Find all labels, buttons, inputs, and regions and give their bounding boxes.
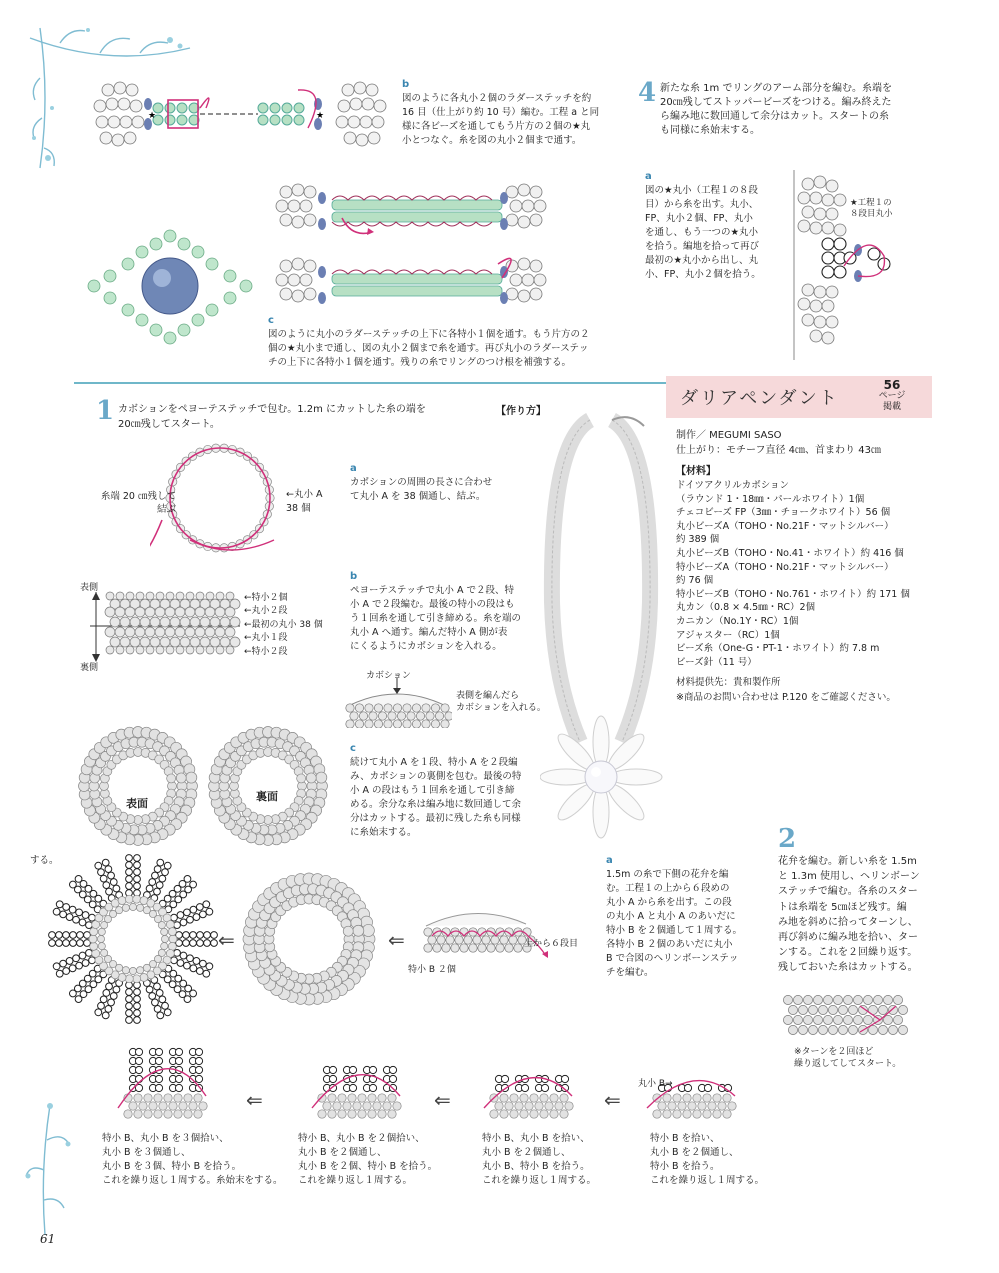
ref-page-l1: ページ bbox=[878, 391, 906, 401]
disc-front-label: 表面 bbox=[126, 797, 148, 810]
s1c-line: に糸始末する。 bbox=[350, 827, 417, 838]
petal-step-3-diagram bbox=[290, 1050, 430, 1126]
supplier: 材料提供先：貴和製作所 bbox=[676, 677, 781, 689]
title-banner bbox=[666, 376, 932, 418]
cap2-line: 特小 B、丸小 B を２個拾い、 bbox=[298, 1133, 425, 1144]
cap1-line: 特小 B、丸小 B を３個拾い、 bbox=[102, 1133, 229, 1144]
cap3-line: これを繰り返し１周する。 bbox=[482, 1175, 597, 1186]
tokb2-label: 特小 B ２個 bbox=[408, 965, 456, 975]
material-item: 丸カン（0.8 × 4.5㎜・RC）2個 bbox=[676, 602, 816, 614]
top-c-line: 個の★丸小まで通し、図の丸小２個まで糸を通す。再び丸小のラダーステッ bbox=[268, 343, 589, 354]
material-item: 丸小ビーズA（TOHO・No.21F・マットシルバー） bbox=[676, 520, 894, 532]
top-b-line: 様に各ビーズを通してもう片方の２個の★丸 bbox=[402, 121, 591, 132]
finish-size: 仕上がり：モチーフ直径 4㎝、首まわり 43㎝ bbox=[676, 445, 881, 456]
ref-page-badge bbox=[872, 380, 912, 413]
step1-line: 20㎝残してスタート。 bbox=[118, 419, 220, 430]
cap1-line: 丸小 B を３個通し、 bbox=[102, 1147, 191, 1158]
layer-label: ←特小２個 bbox=[244, 593, 288, 603]
top-c-label: c bbox=[268, 315, 274, 326]
top-b-line: 16 目（仕上がり約 10 号）編む。工程 a と同 bbox=[402, 107, 600, 118]
cab-hint-line: 表側を編んだら bbox=[456, 691, 520, 701]
cap3-line: 特小 B、丸小 B を拾い、 bbox=[482, 1133, 590, 1144]
cap2-line: 丸小 B を２個通し、 bbox=[298, 1147, 387, 1158]
step-4a bbox=[645, 170, 775, 282]
disc-back-label: 裏面 bbox=[256, 790, 278, 803]
flower-finished-diagram bbox=[48, 854, 218, 1024]
arm-note bbox=[850, 198, 893, 220]
material-item: カニカン（No.1Y・RC）1個 bbox=[676, 615, 799, 627]
turn-note bbox=[794, 1046, 901, 1070]
step4a-label: a bbox=[645, 171, 652, 182]
cap4-line: 特小 B を拾い、 bbox=[650, 1133, 720, 1144]
s1c-line: み、カボションの裏側を包む。最後の特 bbox=[350, 771, 522, 782]
s2a-line: B で合図のヘリンボーンステッ bbox=[606, 953, 739, 964]
page-title: ダリアペンダント bbox=[680, 388, 839, 409]
svg-text:★: ★ bbox=[316, 111, 325, 121]
materials-block bbox=[676, 428, 926, 705]
step-1-text bbox=[118, 402, 488, 432]
material-item: ビーズ針（11 号） bbox=[676, 656, 757, 668]
step4a-line: 目）から糸を出す。丸小、 bbox=[645, 199, 759, 210]
top-step-c bbox=[268, 314, 598, 370]
step4a-line: FP、丸小２個、FP、丸小 bbox=[645, 213, 753, 224]
layer-label: ←最初の丸小 38 個 bbox=[244, 619, 323, 630]
inquiry-note: ※商品のお問い合わせは P.120 をご確認ください。 bbox=[676, 692, 896, 704]
step2-line: 残しておいた糸はカットする。 bbox=[778, 962, 918, 974]
step2-line: トは糸端を 5㎝ほど残す。編 bbox=[778, 901, 907, 913]
up6-label: 上から６段目 bbox=[524, 939, 579, 949]
step2-line: と 1.3m 使用し、ヘリンボーン bbox=[778, 871, 920, 883]
step4a-line: 最初の★丸小から出し、丸 bbox=[645, 255, 759, 266]
cabochon-label: カボション bbox=[366, 671, 411, 681]
howto-heading: 【作り方】 bbox=[496, 406, 546, 417]
material-item: 丸小ビーズB（TOHO・No.41・ホワイト）約 416 個 bbox=[676, 547, 904, 559]
top-b-line: 図のように各丸小２個のラダーステッチを約 bbox=[402, 93, 592, 104]
s1c-line: 小 A の段はもう１回糸を通して引き締 bbox=[350, 785, 515, 796]
petal-step-2-diagram bbox=[472, 1060, 592, 1126]
cap4-line: 丸小 B を２個通し、 bbox=[650, 1147, 739, 1158]
ring-left-label bbox=[86, 490, 176, 516]
cap1-line: これを繰り返し１周する。糸始末をする。 bbox=[102, 1175, 283, 1186]
top-c-line: チの上下に各特小１個を通す。残りの糸でリングのつけ根を補強する。 bbox=[268, 357, 572, 368]
step-4-number: 4 bbox=[638, 78, 657, 108]
layer-labels bbox=[244, 592, 323, 659]
s1c-label: c bbox=[350, 743, 356, 754]
front-side-label: 表側 bbox=[80, 583, 99, 593]
cap2-line: 丸小 B を２個、特小 B を拾う。 bbox=[298, 1161, 438, 1172]
step-1b bbox=[350, 570, 540, 654]
ring-right-label bbox=[286, 488, 322, 516]
caption-petal-1 bbox=[650, 1132, 790, 1188]
s1a-label: a bbox=[350, 463, 357, 474]
s2a-line: の丸小 A と丸小 A のあいだに bbox=[606, 911, 736, 922]
step-2a bbox=[606, 854, 766, 980]
arrow-left-icon: ⇐ bbox=[604, 1088, 621, 1112]
svg-text:★: ★ bbox=[148, 111, 157, 121]
ladder-stitch-diagram-c bbox=[272, 178, 552, 318]
section-divider bbox=[74, 382, 666, 384]
s1b-line: 小 A で２段編む。最後の特小の段はも bbox=[350, 599, 515, 610]
arm-note-line: ★工程１の bbox=[850, 198, 892, 208]
green-motif-image bbox=[80, 222, 260, 352]
step4-line: 新たな糸 1m でリングのアーム部分を編む。糸端を bbox=[660, 83, 892, 94]
s1c-line: 分はカットする。最初に残した糸も同様 bbox=[350, 813, 521, 824]
continued-text: する。 bbox=[30, 855, 59, 866]
top-b-line: 小とつなぐ。糸を図の丸小２個まで通す。 bbox=[402, 135, 582, 146]
turn-note-line: 繰り返してしてスタート。 bbox=[794, 1059, 902, 1069]
flower-base-diagram bbox=[242, 872, 376, 1006]
maru-b-label: 丸小 B→ bbox=[638, 1079, 673, 1089]
cap1-line: 丸小 B を３個、特小 B を拾う。 bbox=[102, 1161, 242, 1172]
s1b-label: b bbox=[350, 571, 358, 582]
s2a-line: 特小 B を２個通して１周する。 bbox=[606, 925, 743, 936]
step2-line: 花弁を編む。新しい糸を 1.5m bbox=[778, 856, 917, 867]
layer-label: ←丸小１段 bbox=[244, 633, 288, 644]
ladder-stitch-diagram-b bbox=[88, 78, 398, 162]
cabochon-hint bbox=[456, 690, 546, 714]
caption-petal-2 bbox=[482, 1132, 632, 1188]
cap3-line: 丸小 B、特小 B を拾う。 bbox=[482, 1161, 590, 1172]
turn-diagram bbox=[780, 990, 920, 1046]
ring-right-line: 38 個 bbox=[286, 503, 311, 514]
step4-line: 20㎝残してストッパービーズをつける。編み終えた bbox=[660, 97, 892, 108]
material-item: ビーズ糸（One-G・PT-1・ホワイト）約 7.8 m bbox=[676, 643, 880, 655]
floral-corner-bottom bbox=[20, 1100, 80, 1240]
s1c-line: める。余分な糸は編み地に数回通して余 bbox=[350, 799, 522, 810]
cabochon-insert-diagram bbox=[342, 678, 452, 728]
step4-line: ら編み地に数回通して余分はカット。スタートの糸 bbox=[660, 111, 889, 122]
step2-line: み地を斜めに拾ってターンし、 bbox=[778, 916, 918, 928]
cap4-line: これを繰り返し１周する。 bbox=[650, 1175, 765, 1186]
s2a-line: む。工程１の上から６段めの bbox=[606, 883, 730, 894]
step-1-number: 1 bbox=[96, 396, 115, 426]
cap3-line: 丸小 B を２個通し、 bbox=[482, 1147, 571, 1158]
arrow-left-icon: ⇐ bbox=[434, 1088, 451, 1112]
s1b-line: う１回糸を通して引き締める。糸を端の bbox=[350, 613, 522, 624]
s1c-line: 続けて丸小 A を１段、特小 A を２段編 bbox=[350, 757, 518, 768]
material-item: アジャスター（RC）1個 bbox=[676, 629, 780, 641]
step2-line: 再び斜めに編み地を拾い、ター bbox=[778, 932, 918, 944]
s1a-line: て丸小 A を 38 個通し、結ぶ。 bbox=[350, 491, 486, 502]
arrow-left-icon: ⇐ bbox=[218, 928, 235, 952]
material-item: （ラウンド 1・18㎜・パールホワイト）1個 bbox=[676, 493, 865, 505]
step4a-line: 図の★丸小（工程１の８段 bbox=[645, 185, 759, 196]
cab-hint-line: カボションを入れる。 bbox=[456, 703, 546, 713]
s1b-line: にくるようにカボションを入れる。 bbox=[350, 641, 502, 652]
ref-page-l2: 掲載 bbox=[882, 402, 901, 412]
step-2-text bbox=[778, 854, 938, 976]
step4a-line: を通し、もう一つの★丸小 bbox=[645, 227, 759, 238]
ring-left-line: 糸端 20 ㎝残して bbox=[100, 491, 176, 502]
arrow-left-icon: ⇐ bbox=[388, 928, 405, 952]
ref-page-number: 56 bbox=[883, 378, 901, 392]
step2-line: ンする。これを２回繰り返す。 bbox=[778, 947, 918, 959]
cap4-line: 特小 B を拾う。 bbox=[650, 1161, 720, 1172]
material-item: ドイツアクリルカボション bbox=[676, 480, 790, 491]
necklace-photo bbox=[540, 402, 670, 842]
back-side-label: 裏側 bbox=[80, 663, 99, 673]
material-item: 約 389 個 bbox=[676, 534, 720, 546]
s2a-line: チを編む。 bbox=[606, 967, 654, 978]
step1-line: カボションをペヨーテステッチで包む。1.2m にカットした糸の端を bbox=[118, 404, 426, 415]
materials-heading: 【材料】 bbox=[676, 466, 716, 477]
material-item: 特小ビーズA（TOHO・No.21F・マットシルバー） bbox=[676, 561, 894, 573]
caption-petal-3 bbox=[298, 1132, 468, 1188]
step2-line: ステッチで編む。各糸のスター bbox=[778, 886, 918, 898]
petal-step-4-diagram bbox=[86, 1036, 246, 1126]
s2a-line: 丸小 A から糸を出す。この段 bbox=[606, 897, 732, 908]
page-number: 61 bbox=[40, 1232, 56, 1246]
material-item: 特小ビーズB（TOHO・No.761・ホワイト）約 171 個 bbox=[676, 588, 910, 600]
turn-note-line: ※ターンを２回ほど bbox=[794, 1047, 874, 1057]
s1a-line: カボションの周囲の長さに合わせ bbox=[350, 477, 493, 488]
step-1a bbox=[350, 462, 530, 504]
arm-note-line: ８段目丸小 bbox=[850, 209, 893, 219]
s2a-line: 1.5m の糸で下側の花弁を編 bbox=[606, 869, 729, 880]
step4-line: も同様に糸始末する。 bbox=[660, 125, 760, 136]
top-step-b bbox=[402, 78, 612, 148]
cap2-line: これを繰り返し１周する。 bbox=[298, 1175, 413, 1186]
credit: 制作／ MEGUMI SASO bbox=[676, 430, 782, 441]
ring-right-line: ←丸小 A bbox=[286, 489, 323, 500]
ring-left-line: 結ぶ bbox=[156, 504, 176, 515]
step4a-line: 小、FP、丸小２個を拾う。 bbox=[645, 269, 761, 280]
peyote-layers-diagram bbox=[90, 588, 250, 668]
top-b-label: b bbox=[402, 79, 410, 90]
arrow-left-icon: ⇐ bbox=[246, 1088, 263, 1112]
step-2-number: 2 bbox=[778, 824, 797, 854]
layer-label: ←丸小２段 bbox=[244, 606, 288, 617]
s2a-label: a bbox=[606, 855, 613, 866]
step-1c bbox=[350, 742, 540, 840]
s1b-line: 丸小 A へ通す。編んだ特小 A 側が表 bbox=[350, 627, 508, 638]
material-item: 約 76 個 bbox=[676, 575, 714, 587]
step4a-line: を拾う。編地を拾って再び bbox=[645, 241, 760, 252]
s2a-line: 各特小 B ２個のあいだに丸小 bbox=[606, 939, 733, 950]
cabochon-discs bbox=[78, 726, 328, 846]
s1b-line: ペヨーテステッチで丸小 A で２段、特 bbox=[350, 585, 514, 596]
step-4-text bbox=[660, 82, 920, 138]
layer-label: ←特小２段 bbox=[244, 646, 288, 657]
top-c-line: 図のように丸小のラダーステッチの上下に各特小１個を通す。もう片方の２ bbox=[268, 329, 590, 340]
caption-petal-4 bbox=[102, 1132, 302, 1188]
material-item: チェコビーズ FP（3㎜・チョークホワイト）56 個 bbox=[676, 507, 891, 519]
